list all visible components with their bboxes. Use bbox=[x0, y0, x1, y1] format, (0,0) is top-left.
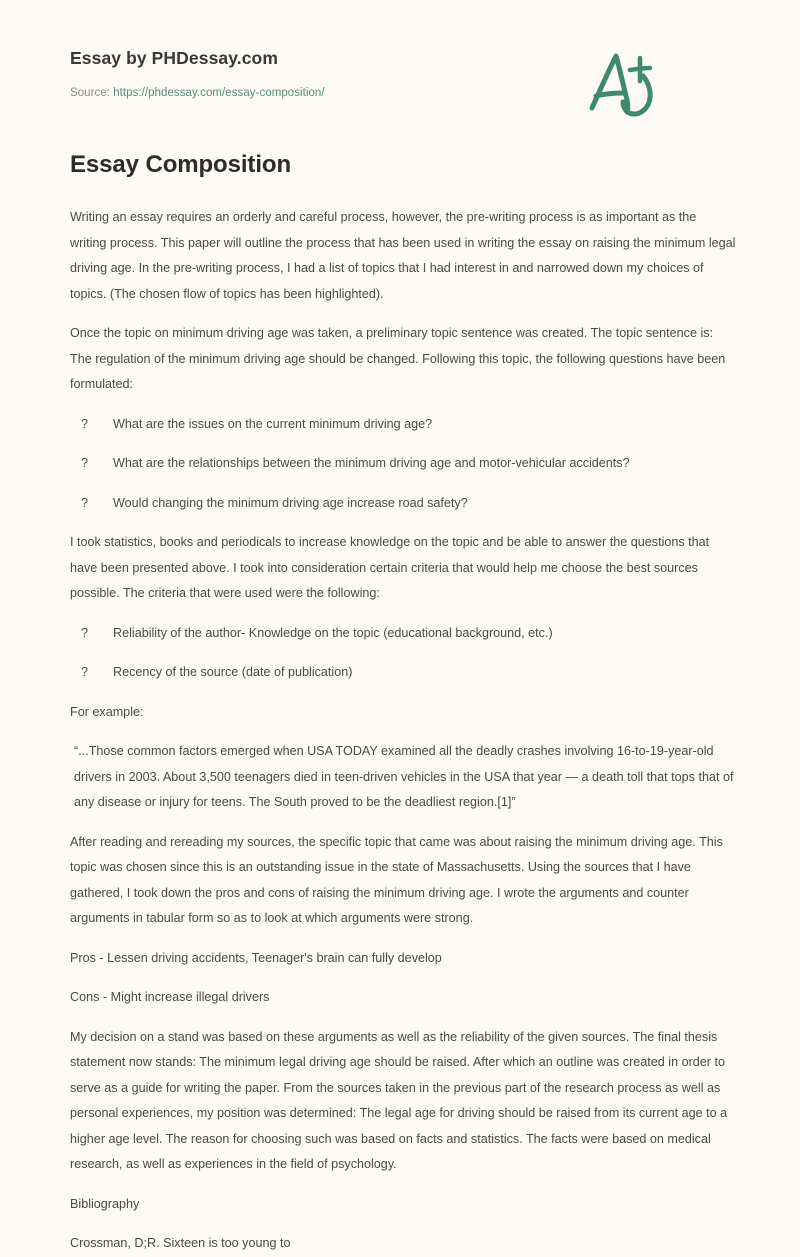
bullet-list-item bbox=[70, 491, 736, 517]
paragraph: Writing an essay requires an orderly and careful process, however, the pre-writing process is as important as the writing process. This paper will outline the process that has been used in writing the essay on raising the minimum legal driving age. In the pre-writing process, I had a list of topics that I had interest in and narrowed down my choices of topics. (The chosen flow of topics has been highlighted). bbox=[70, 210, 736, 301]
bullet-marker: ? bbox=[81, 495, 89, 510]
bullet-text: What are the relationships between the minimum driving age and motor-vehicular accidents? bbox=[113, 456, 630, 470]
source-label: Source: bbox=[70, 87, 114, 99]
bullet-list-item bbox=[70, 621, 736, 647]
bullet-text: Recency of the source (date of publication) bbox=[113, 665, 353, 679]
paragraph: Pros - Lessen driving accidents, Teenager's brain can fully develop bbox=[70, 950, 442, 965]
paragraph: My decision on a stand was based on these arguments as well as the reliability of the given sources. The final thesis statement now stands: The minimum legal driving age should be raised. After which an outline was created in order to serve as a guide for writing the paper. From the sources taken in the previous part of the research process as well as personal experiences, my position was determined: The legal age for driving should be raised from its current age to a higher age level. The reason for choosing such was based on facts and statistics. The facts were based on medical research, as well as experiences in the field of psychology. bbox=[70, 1029, 728, 1171]
paragraph: I took statistics, books and periodicals to increase knowledge on the topic and be able to answer the questions that have been presented above. I took into consideration certain criteria that would help me choose the best sources possible. The criteria that were used were the following: bbox=[70, 535, 710, 600]
bullet-marker: ? bbox=[81, 456, 89, 470]
bullet-text: What are the issues on the current minimum driving age? bbox=[113, 416, 433, 431]
bullet-marker: ? bbox=[81, 625, 89, 640]
a-plus-logo-icon bbox=[586, 50, 662, 120]
paragraph: Bibliography bbox=[70, 1196, 140, 1211]
paragraph: After reading and rereading my sources, the specific topic that came was about raising the minimum driving age. This topic was chosen since this is an outstanding issue in the state of Massachusetts. Using the sources that I have gathered, I took down the pros and cons of raising the minimum driving age. I wrote the arguments and counter arguments in tabular form so as to look at which arguments were strong. bbox=[70, 834, 723, 925]
paragraph: For example: bbox=[70, 704, 144, 719]
bullet-list-item bbox=[70, 660, 736, 686]
bullet-text: Reliability of the author- Knowledge on the topic (educational background, etc.) bbox=[113, 625, 553, 640]
page-header bbox=[60, 0, 740, 99]
byline: Essay by PHDessay.com bbox=[70, 48, 279, 68]
paragraph: Once the topic on minimum driving age was taken, a preliminary topic sentence was created. The topic sentence is: The regulation of the minimum driving age should be changed. Following this topic, the following questions have been formulated: bbox=[70, 326, 726, 391]
paragraph: Crossman, D;R. Sixteen is too young to bbox=[70, 1236, 291, 1250]
bullet-marker: ? bbox=[81, 665, 89, 679]
bullet-marker: ? bbox=[81, 416, 89, 431]
block-quote: “...Those common factors emerged when USA TODAY examined all the deadly crashes involving 16-to-19-year-old drivers in 2003. About 3,500 teenagers died in teen-driven vehicles in the USA that year — a death toll that tops that of any disease or injury for teens. The South proved to be the deadliest region.[1]” bbox=[74, 744, 734, 809]
source-link[interactable]: https://phdessay.com/essay-composition/ bbox=[113, 87, 325, 99]
bullet-list-item bbox=[70, 412, 736, 438]
essay-body bbox=[70, 205, 736, 1257]
bullet-list-item bbox=[70, 451, 736, 477]
bullet-text: Would changing the minimum driving age increase road safety? bbox=[113, 495, 468, 510]
page-title: Essay Composition bbox=[70, 151, 292, 178]
paragraph: Cons - Might increase illegal drivers bbox=[70, 990, 270, 1004]
